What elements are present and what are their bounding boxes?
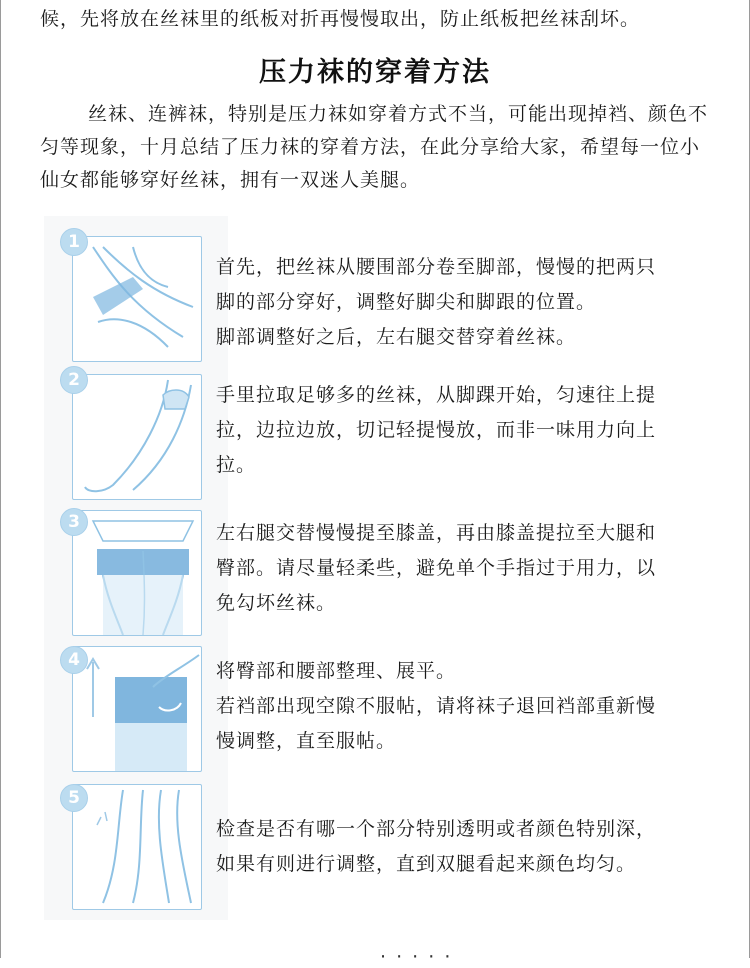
step-5-illustration: [72, 784, 202, 910]
step-number-badge: 4: [60, 646, 88, 674]
step-5-text: 检查是否有哪一个部分特别透明或者颜色特别深， 如果有则进行调整，直到双腿看起来颜色均匀。: [216, 818, 657, 875]
thigh-pull-icon: [73, 511, 201, 635]
top-text-line: 候，先将放在丝袜里的纸板对折再慢慢取出，防止纸板把丝袜刮坏。: [40, 8, 641, 30]
feet-sock-icon: [73, 237, 201, 361]
intro-paragraph: 丝袜、连裤袜，特别是压力袜如穿着方式不当，可能出现掉裆、颜色不匀等现象，十月总结了压力袜的穿着方法，在此分享给大家，希望每一位小仙女都能够穿好丝袜，拥有一双迷人美腿。: [40, 103, 709, 191]
leg-pull-icon: [73, 375, 201, 499]
step-number-badge: 1: [60, 228, 88, 256]
step-3-text: 左右腿交替慢慢提至膝盖，再由膝盖提拉至大腿和 臀部。请尽量轻柔些，避免单个手指过于用力，以 免勾坏丝袜。: [216, 522, 657, 614]
step-2-illustration: [72, 374, 202, 500]
step-4-text: 将臀部和腰部整理、展平。 若裆部出现空隙不服帖，请将袜子退回裆部重新慢 慢调整，直至服帖。: [216, 660, 657, 752]
step-2-text: 手里拉取足够多的丝袜，从脚踝开始，匀速往上提 拉，边拉边放，切记轻提慢放，而非一味用力向上 拉。: [216, 384, 657, 476]
step-3-illustration: [72, 510, 202, 636]
step-1-illustration: [72, 236, 202, 362]
step-number-badge: 2: [60, 366, 88, 394]
step-number-badge: 5: [60, 784, 88, 812]
step-4-illustration: [72, 646, 202, 772]
legs-check-icon: [73, 785, 201, 909]
step-number-badge: 3: [60, 508, 88, 536]
hip-adjust-icon: [73, 647, 201, 771]
page-title: 压力袜的穿着方法: [259, 57, 491, 88]
step-1-text: 首先，把丝袜从腰围部分卷至脚部，慢慢的把两只 脚的部分穿好，调整好脚尖和脚跟的位置。 脚部调整好之后，左右腿交替穿着丝袜。: [216, 256, 657, 348]
cut-off-text: · · · · ·: [380, 946, 453, 968]
